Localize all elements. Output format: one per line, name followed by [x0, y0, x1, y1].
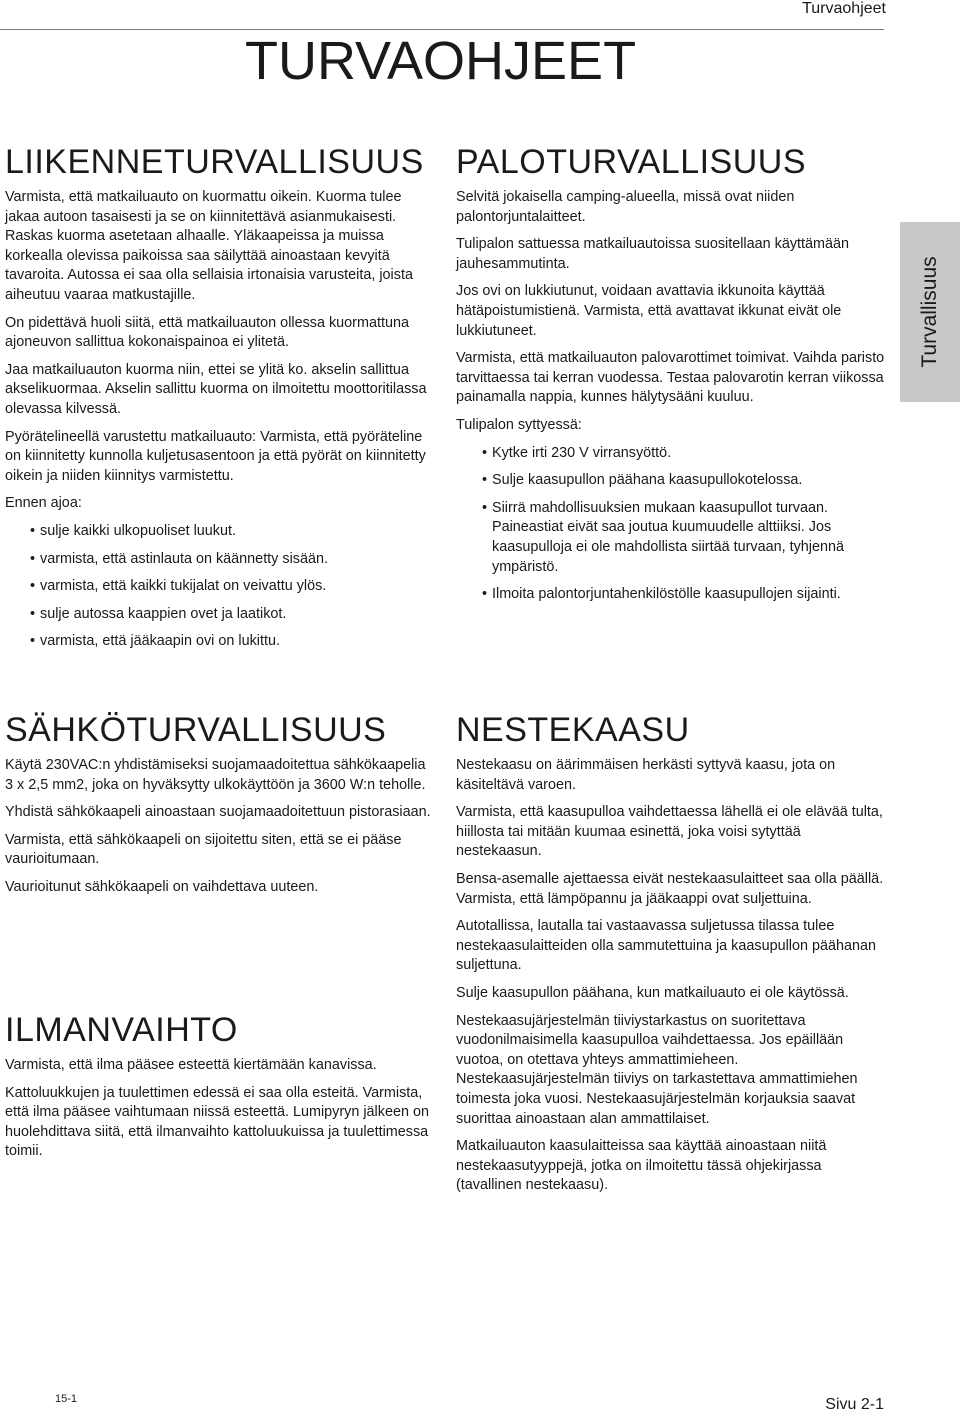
- list-item: • sulje kaikki ulkopuoliset luukut.: [40, 522, 437, 542]
- paragraph: Nestekaasu on äärimmäisen herkästi syttyvä kaasu, jota on käsiteltävä varoen.: [456, 757, 836, 793]
- section-paloturvallisuus: [456, 142, 886, 613]
- paragraph: Tulipalon syttyessä:: [456, 416, 582, 433]
- paragraph: Käytä 230VAC:n yhdistämiseksi suojamaadoitettua sähkökaapelia 3 x 2,5 mm2, joka on hyväksytty ulkokäyttöön ja 3600 W:n teholle.: [5, 757, 426, 793]
- checklist: [5, 522, 437, 652]
- checklist: [456, 444, 886, 605]
- paragraph: Bensa-asemalle ajettaessa eivät nestekaasulaitteet saa olla päällä. Varmista, että lämpöpannu ja jääkaappi ovat suljettuina.: [456, 870, 884, 907]
- paragraph: Jaa matkailuauton kuorma niin, ettei se ylitä ko. akselin sallittua akselikuormaa. Akselin sallittu kuorma on ilmoitettu moottoritilassa olevassa kilvessä.: [5, 361, 427, 417]
- paragraph: Varmista, että ilma pääsee esteettä kiertämään kanavissa.: [5, 1057, 377, 1073]
- list-item: • Sulje kaasupullon päähana kaasupullokotelossa.: [492, 471, 886, 491]
- paragraph: On pidettävä huoli siitä, että matkailuauton ollessa kuormattuna ajoneuvon sallittua kokonaispainoa ei ylitetä.: [5, 314, 409, 351]
- section-ilmanvaihto: [5, 1010, 437, 1170]
- paragraph: Varmista, että matkailuauton palovarottimet toimivat. Vaihda paristo tarvittaessa tai kerran vuodessa. Testaa palovarotin kerran viikossa painamalla nappia, kunnes hälytysääni kuuluu.: [456, 350, 885, 406]
- paragraph: Varmista, että sähkökaapeli on sijoitettu siten, että se ei pääse vaurioitumaan.: [5, 831, 402, 868]
- list-item: • sulje autossa kaappien ovet ja laatikot.: [40, 605, 437, 625]
- list-item: • Siirrä mahdollisuuksien mukaan kaasupullot turvaan. Paineastiat eivät saa joutua kuumuudelle alttiiksi. Jos kaasupulloja ei ole mahdollista siirtää turvaan, tyhjennä ympäristö.: [492, 499, 886, 577]
- paragraph: Yhdistä sähkökaapeli ainoastaan suojamaadoitettuun pistorasiaan.: [5, 804, 431, 821]
- header-label: Turvaohjeet: [802, 0, 886, 17]
- list-item: • Kytke irti 230 V virransyöttö.: [492, 444, 886, 464]
- page-number: Sivu 2-1: [825, 1396, 884, 1413]
- list-item: • Ilmoita palontorjuntahenkilöstölle kaasupullojen sijainti.: [492, 585, 886, 605]
- paragraph: Vaurioitunut sähkökaapeli on vaihdettava uuteen.: [5, 878, 319, 895]
- list-item: • varmista, että astinlauta on käännetty sisään.: [40, 550, 437, 570]
- section-title: SÄHKÖTURVALLISUUS: [5, 711, 387, 749]
- paragraph: Tulipalon sattuessa matkailuautoissa suositellaan käyttämään jauhesammutinta.: [456, 236, 850, 272]
- paragraph: Autotallissa, lautalla tai vastaavassa suljetussa tilassa tulee nestekaasulaitteiden olla sammutettuina ja kaasupullon päähanan suljettuna.: [456, 918, 877, 974]
- section-title: ILMANVAIHTO: [5, 1011, 238, 1049]
- side-tab-label: Turvallisuus: [918, 256, 941, 368]
- list-item: • varmista, että jääkaapin ovi on lukittu.: [40, 632, 437, 652]
- page-title: TURVAOHJEET: [245, 31, 637, 91]
- paragraph: Jos ovi on lukkiutunut, voidaan avattavia ikkunoita käyttää hätäpoistumistienä. Varmista, että avattavat ikkunat eivät ole lukkiutuneet.: [456, 283, 842, 339]
- paragraph: Varmista, että matkailuauto on kuormattu oikein. Kuorma tulee jakaa autoon tasaisesti ja se on kiinnitettävä asianmukaisesti. Raskas kuorma asetetaan alhaalle. Yläkaapeissa ja muissa korkealla olevissa paikoissa saa säilyttää ainoastaan kevyitä tavaroita. Autossa ei saa olla sellaisia irtonaisia varusteita, joista aiheutuu vaaraa matkustajille.: [5, 189, 413, 303]
- paragraph: Matkailuauton kaasulaitteissa saa käyttää ainoastaan niitä nestekaasutyyppejä, jotka on ilmoitettu tässä ohjekirjassa (tavallinen nestekaasu).: [456, 1138, 827, 1194]
- side-tab: [900, 222, 960, 402]
- footer-code: 15-1: [55, 1393, 78, 1405]
- paragraph: Ennen ajoa:: [5, 495, 82, 512]
- paragraph: Sulje kaasupullon päähana, kun matkailuauto ei ole käytössä.: [456, 984, 849, 1001]
- paragraph: Selvitä jokaisella camping-alueella, missä ovat niiden palontorjuntalaitteet.: [456, 189, 795, 225]
- section-title: PALOTURVALLISUUS: [456, 143, 807, 181]
- paragraph: Varmista, että kaasupulloa vaihdettaessa lähellä ei ole elävää tulta, hiillosta tai mitään kuumaa esinettä, joka voisi sytyttää nestekaasun.: [456, 804, 883, 860]
- paragraph: Kattoluukkujen ja tuulettimen edessä ei saa olla esteitä. Varmista, että ilma pääsee vaihtumaan niissä esteettä. Lumipyryn jälkeen on huolehdittava siitä, että ilmanvaihto kattoluukuissa ja tuulettimessa toimii.: [5, 1084, 429, 1160]
- section-nestekaasu: [456, 710, 886, 1204]
- list-item: • varmista, että kaikki tukijalat on veivattu ylös.: [40, 577, 437, 597]
- section-sahkoturvallisuus: [5, 710, 437, 906]
- section-liikenneturvallisuus: [5, 142, 437, 660]
- section-title: LIIKENNETURVALLISUUS: [5, 143, 424, 181]
- paragraph: Nestekaasujärjestelmän tiiviystarkastus on suoritettava vuodonilmaisimella kaasupulloa vaihdettaessa. Jos epäillään vuotoa, on otettava yhteys ammattimieheen. Nestekaasujärjestelmän tiiviys on tarkastettava ammattimiehen toimesta joka vuosi. Nestekaasujärjestelmän korjauksia saavat suorittaa ainoastaan alan ammattilaiset.: [456, 1012, 858, 1127]
- paragraph: Pyörätelineellä varustettu matkailuauto: Varmista, että pyöräteline on kiinnitetty kunnolla kuljetusasentoon ja että pyörät on kiinnitetty oikein ja niiden kiinnitys varmistettu.: [5, 428, 426, 484]
- section-title: NESTEKAASU: [456, 711, 690, 749]
